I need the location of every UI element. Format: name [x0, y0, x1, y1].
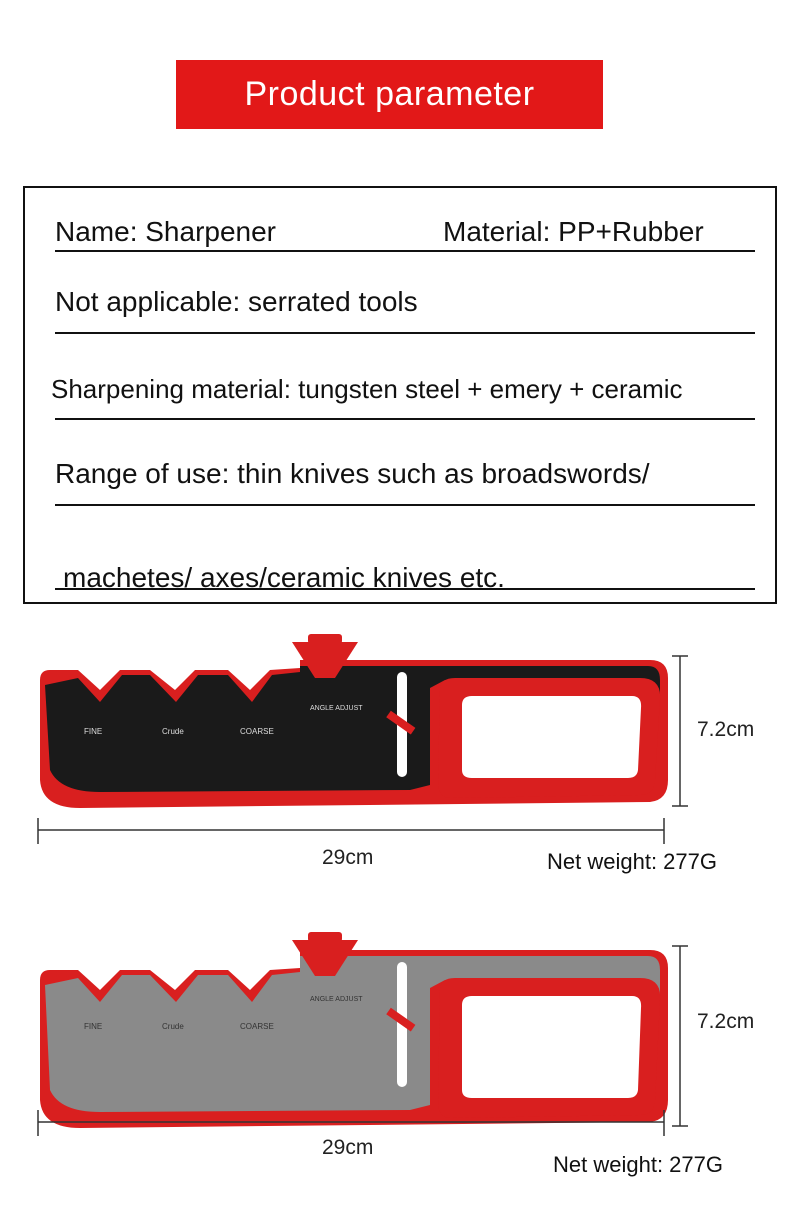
- slot-label-crude: Crude: [162, 1022, 184, 1031]
- net-weight-label: Net weight: 277G: [547, 849, 717, 874]
- length-label: 29cm: [322, 1136, 374, 1159]
- net-weight-label: Net weight: 277G: [553, 1152, 723, 1177]
- height-label: 7.2cm: [697, 1010, 755, 1033]
- slot-label-fine: FINE: [84, 1022, 103, 1031]
- section-title-banner: [176, 60, 603, 129]
- param-not-applicable: Not applicable: serrated tools: [55, 286, 418, 317]
- param-name: Name: Sharpener: [55, 216, 277, 247]
- param-material: Material: PP+Rubber: [443, 216, 704, 247]
- param-row-name-material: [55, 216, 755, 252]
- angle-adjust-label: ANGLE ADJUST: [310, 705, 363, 712]
- length-label: 29cm: [322, 846, 374, 869]
- param-row-range-2: [55, 558, 755, 593]
- product-image-grey: [0, 930, 800, 1215]
- param-row-range-1: [55, 458, 755, 506]
- sharpener-illustration-black: [0, 630, 800, 880]
- product-image-black: [0, 630, 800, 880]
- param-range-line-1: Range of use: thin knives such as broadswords/: [55, 458, 650, 489]
- angle-adjust-label: ANGLE ADJUST: [310, 996, 363, 1003]
- slot-label-coarse: COARSE: [240, 727, 274, 736]
- param-row-not-applicable: [55, 286, 755, 334]
- height-label: 7.2cm: [697, 718, 755, 741]
- section-title: Product parameter: [244, 75, 535, 113]
- param-sharpening-material: Sharpening material: tungsten steel + emery + ceramic: [51, 374, 683, 404]
- slot-label-crude: Crude: [162, 727, 184, 736]
- param-row-sharpening-material: [51, 374, 755, 420]
- slot-label-fine: FINE: [84, 727, 103, 736]
- slot-label-coarse: COARSE: [240, 1022, 274, 1031]
- param-range-line-2: machetes/ axes/ceramic knives etc.: [63, 562, 505, 593]
- parameter-table: [23, 186, 777, 604]
